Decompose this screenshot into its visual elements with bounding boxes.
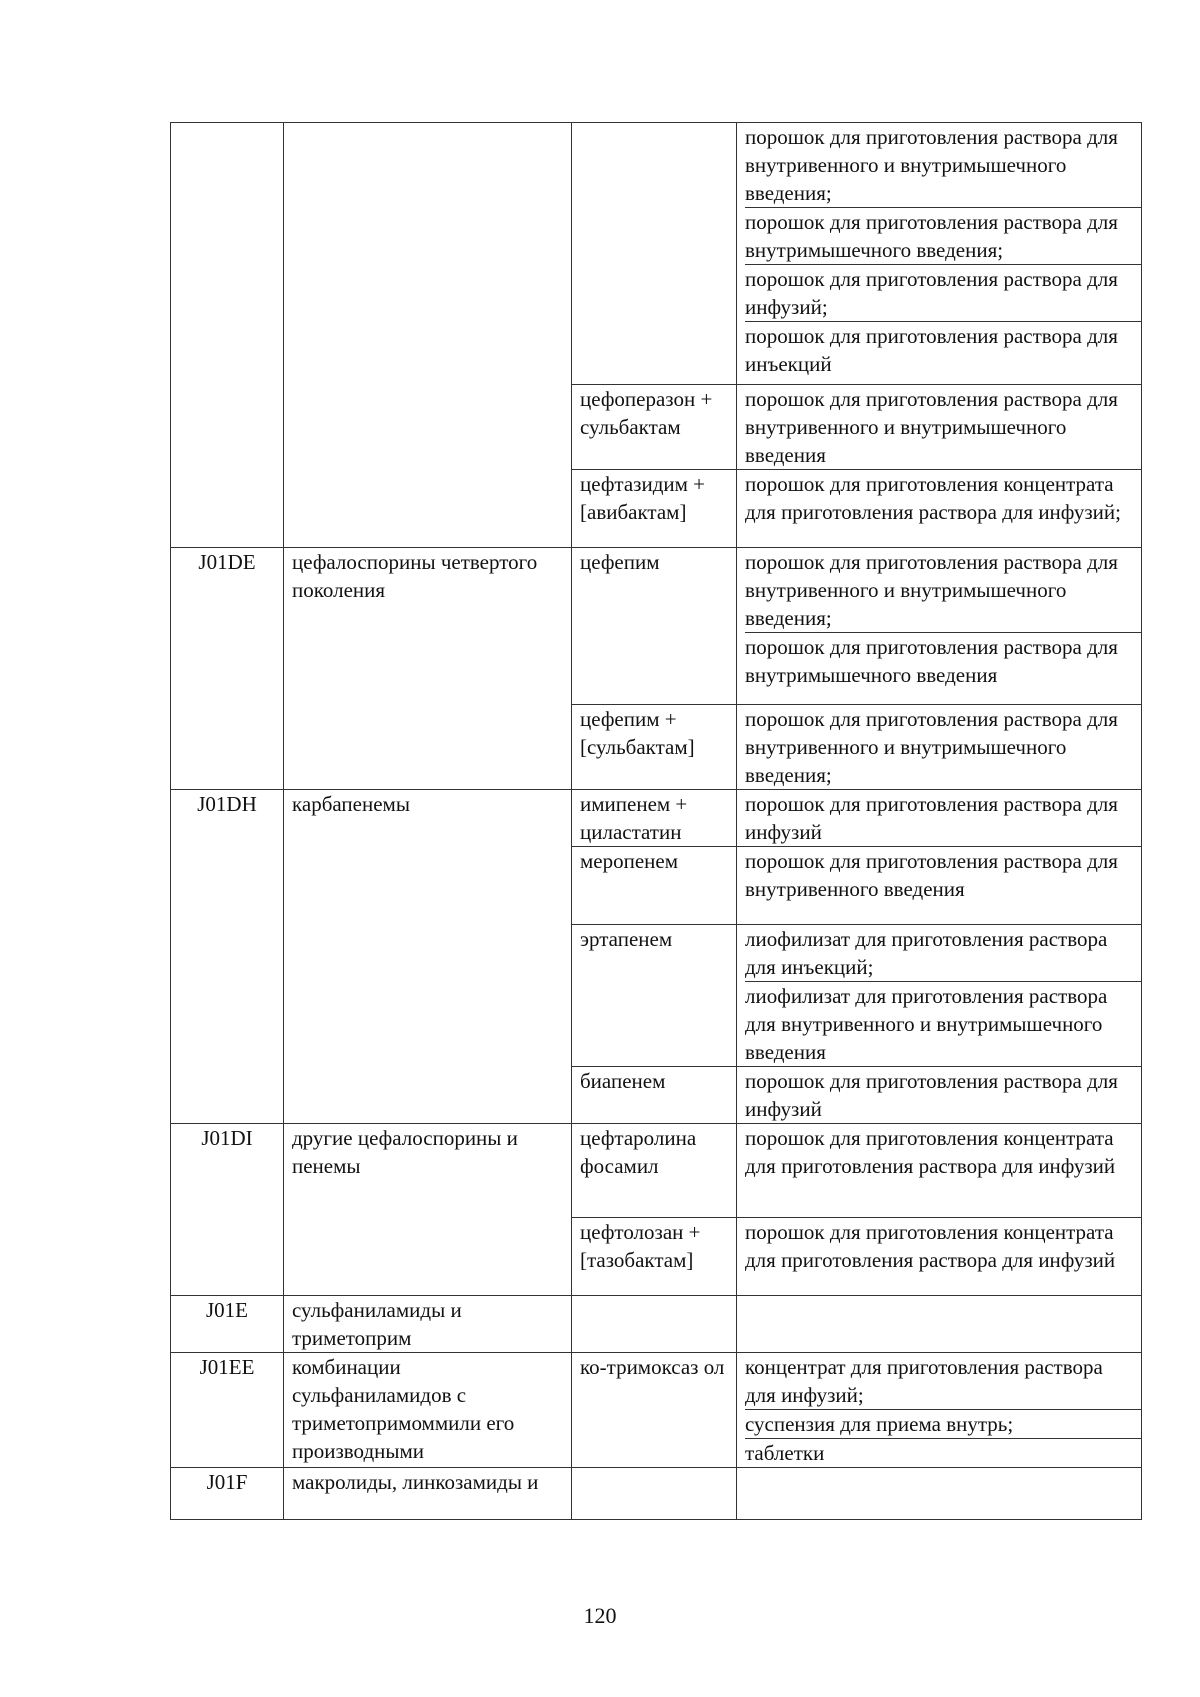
drug-name-cell <box>572 1296 737 1353</box>
atc-code-cell <box>171 123 284 548</box>
drug-name-cell <box>572 1468 737 1520</box>
dosage-forms-cell <box>737 123 1142 385</box>
dosage-forms-cell <box>737 705 1142 790</box>
drug-name-cell: эртапенем <box>572 925 737 1067</box>
drug-name-cell: меропенем <box>572 847 737 925</box>
dosage-form-item: порошок для приготовления раствора для внутримышечного введения; <box>745 207 1141 264</box>
drug-name-cell: цефоперазон + сульбактам <box>572 385 737 470</box>
table-row <box>171 1124 1142 1218</box>
dosage-forms-cell <box>737 925 1142 1067</box>
dosage-forms-cell <box>737 1468 1142 1520</box>
drug-name-cell: цефепим + [сульбактам] <box>572 705 737 790</box>
anatomical-group-cell: карбапенемы <box>284 790 572 1124</box>
dosage-form-item: порошок для приготовления раствора для инфузий <box>745 1069 1118 1121</box>
atc-code-cell: J01DE <box>171 548 284 790</box>
dosage-forms-cell <box>737 847 1142 925</box>
dosage-form-item: порошок для приготовления концентрата для приготовления раствора для инфузий <box>745 1220 1116 1272</box>
drug-name-cell: ко-тримоксаз ол <box>572 1353 737 1468</box>
dosage-forms-cell <box>737 548 1142 705</box>
atc-code-cell: J01E <box>171 1296 284 1353</box>
dosage-form-item: порошок для приготовления раствора для инъекций <box>745 321 1141 378</box>
table-row <box>171 1353 1142 1468</box>
dosage-forms-cell <box>737 1067 1142 1124</box>
table-row <box>171 790 1142 847</box>
anatomical-group-cell <box>284 123 572 548</box>
drug-name-cell: биапенем <box>572 1067 737 1124</box>
atc-code-cell: J01EE <box>171 1353 284 1468</box>
dosage-forms-cell <box>737 1296 1142 1353</box>
dosage-forms-cell <box>737 385 1142 470</box>
atc-code-cell: J01F <box>171 1468 284 1520</box>
drug-name-cell <box>572 123 737 385</box>
dosage-forms-cell <box>737 1218 1142 1296</box>
drug-table <box>170 122 1142 1520</box>
dosage-form-item: порошок для приготовления раствора для инфузий; <box>745 264 1141 321</box>
table-row <box>171 548 1142 705</box>
anatomical-group-cell: макролиды, линкозамиды и <box>284 1468 572 1520</box>
anatomical-group-cell: цефалоспорины четвертого поколения <box>284 548 572 790</box>
dosage-form-item: порошок для приготовления концентрата для приготовления раствора для инфузий <box>745 1126 1116 1178</box>
dosage-form-item: порошок для приготовления раствора для внутривенного и внутримышечного введения; <box>745 550 1118 630</box>
dosage-forms-cell <box>737 1353 1142 1468</box>
dosage-form-item: порошок для приготовления раствора для внутривенного введения <box>745 849 1118 901</box>
drug-name-cell: цефтазидим + [авибактам] <box>572 470 737 548</box>
dosage-forms-cell <box>737 790 1142 847</box>
dosage-form-item: порошок для приготовления раствора для внутривенного и внутримышечного введения <box>745 387 1118 467</box>
dosage-form-item: концентрат для приготовления раствора для инфузий; <box>745 1355 1103 1407</box>
dosage-form-item: порошок для приготовления концентрата для приготовления раствора для инфузий; <box>745 472 1121 524</box>
drug-name-cell: цефтолозан + [тазобактам] <box>572 1218 737 1296</box>
dosage-form-item: суспензия для приема внутрь; <box>745 1409 1141 1438</box>
drug-name-cell: цефтаролина фосамил <box>572 1124 737 1218</box>
dosage-forms-cell <box>737 1124 1142 1218</box>
drug-name-cell: имипенем + циластатин <box>572 790 737 847</box>
dosage-form-item: порошок для приготовления раствора для инфузий <box>745 792 1118 844</box>
atc-code-cell: J01DI <box>171 1124 284 1296</box>
dosage-form-item: порошок для приготовления раствора для внутривенного и внутримышечного введения; <box>745 125 1118 205</box>
dosage-form-item: порошок для приготовления раствора для внутримышечного введения <box>745 632 1141 689</box>
atc-code-cell: J01DH <box>171 790 284 1124</box>
anatomical-group-cell: другие цефалоспорины и пенемы <box>284 1124 572 1296</box>
dosage-forms-cell <box>737 470 1142 548</box>
anatomical-group-cell: сульфаниламиды и триметоприм <box>284 1296 572 1353</box>
table-row <box>171 123 1142 385</box>
dosage-form-item: таблетки <box>745 1438 1141 1467</box>
dosage-form-item: лиофилизат для приготовления раствора для инъекций; <box>745 927 1108 979</box>
table-row <box>171 1468 1142 1520</box>
anatomical-group-cell: комбинации сульфаниламидов с триметопримоммили его производными <box>284 1353 572 1468</box>
page-number: 120 <box>583 1603 617 1628</box>
table-row <box>171 1296 1142 1353</box>
drug-name-cell: цефепим <box>572 548 737 705</box>
dosage-form-item: лиофилизат для приготовления раствора для внутривенного и внутримышечного введения <box>745 981 1141 1066</box>
dosage-form-item: порошок для приготовления раствора для внутривенного и внутримышечного введения; <box>745 707 1118 787</box>
